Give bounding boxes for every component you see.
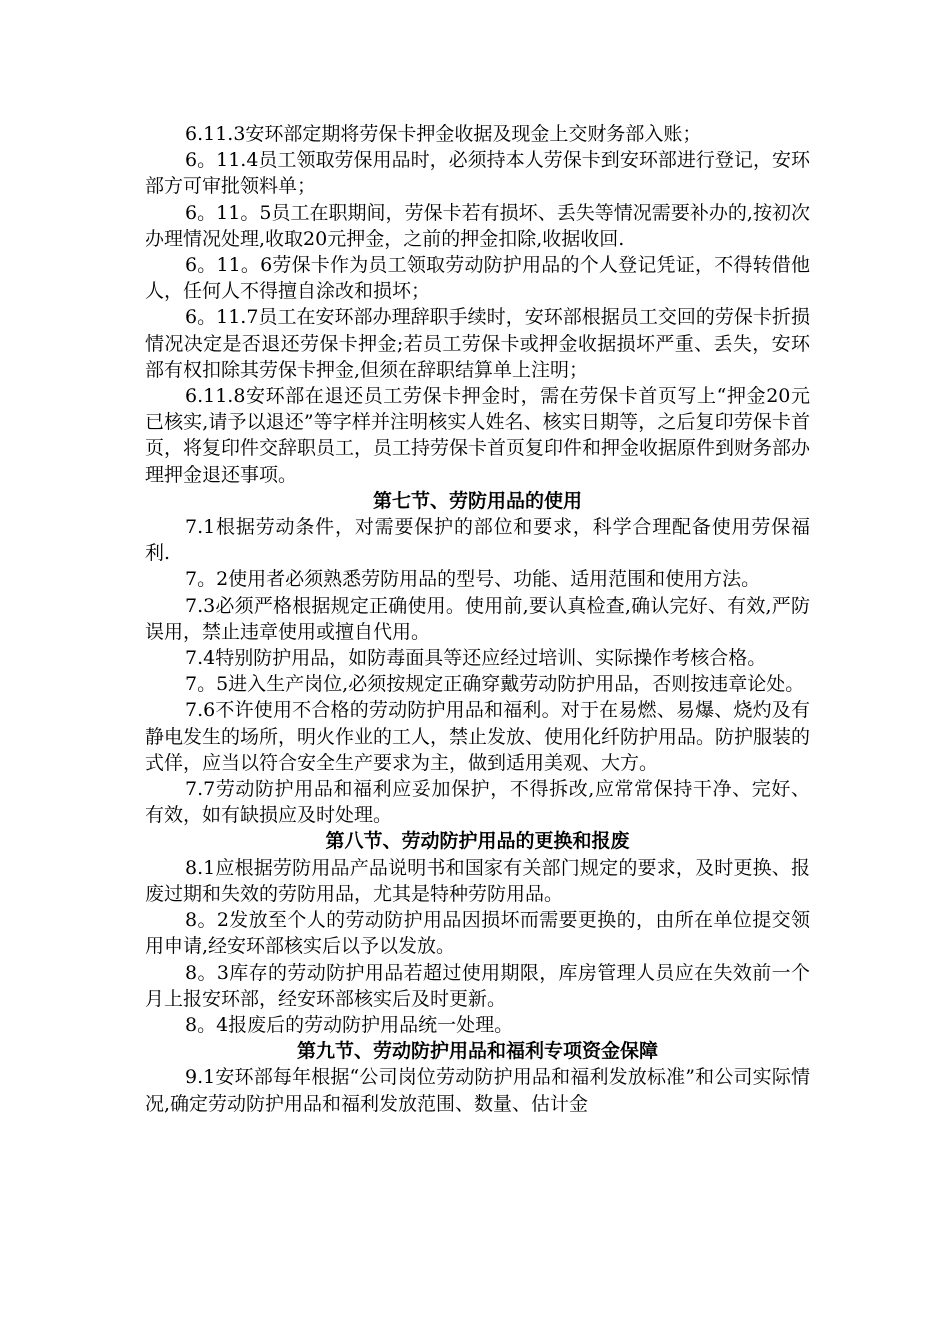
paragraph-6-11-3: 6.11.3安环部定期将劳保卡押金收据及现金上交财务部入账； bbox=[185, 123, 702, 145]
section-heading-7: 第七节、劳防用品的使用 bbox=[372, 489, 582, 512]
document-body bbox=[145, 121, 810, 1117]
paragraph-7-7: 7.7劳动防护用品和福利应妥加保护，不得拆改,应常常保持干净、完好、有效，如有缺损应及时处理。 bbox=[145, 778, 810, 827]
section-heading-8: 第八节、劳动防护用品的更换和报废 bbox=[325, 830, 630, 853]
paragraph-6-11-8: 6.11.8安环部在退还员工劳保卡押金时，需在劳保卡首页写上“押金20元已核实,请予以退还”等字样并注明核实人姓名、核实日期等，之后复印劳保卡首页，将复印件交辞职员工，员工持劳保卡首页复印件和押金收据原件到财务部办理押金退还事项。 bbox=[145, 385, 811, 486]
paragraph-7-4: 7.4特别防护用品，如防毒面具等还应经过培训、实际操作考核合格。 bbox=[185, 647, 767, 670]
paragraph-6-11-5: 6。11。5员工在职期间，劳保卡若有损坏、丢失等情况需要补办的,按初次办理情况处理,收取20元押金，之前的押金扣除,收据收回. bbox=[145, 201, 810, 250]
paragraph-7-6: 7.6不许使用不合格的劳动防护用品和福利。对于在易燃、易爆、烧灼及有静电发生的场所，明火作业的工人，禁止发放、使用化纤防护用品。防护服装的式佯，应当以符合安全生产要求为主，做到适用美观、大方。 bbox=[145, 699, 811, 774]
paragraph-7-1: 7.1根据劳动条件，对需要保护的部位和要求，科学合理配备使用劳保福利. bbox=[145, 516, 810, 565]
paragraph-9-1: 9.1安环部每年根据“公司岗位劳动防护用品和福利发放标准”和公司实际情况,确定劳动防护用品和福利发放范围、数量、估计金 bbox=[145, 1066, 810, 1115]
section-heading-9: 第九节、劳动防护用品和福利专项资金保障 bbox=[296, 1040, 658, 1063]
paragraph-8-2: 8。2发放至个人的劳动防护用品因损坏而需要更换的，由所在单位提交领用申请,经安环部核实后以予以发放。 bbox=[145, 909, 810, 958]
paragraph-8-3: 8。3库存的劳动防护用品若超过使用期限，库房管理人员应在失效前一个月上报安环部，经安环部核实后及时更新。 bbox=[145, 961, 810, 1010]
paragraph-6-11-7: 6。11.7员工在安环部办理辞职手续时，安环部根据员工交回的劳保卡折损情况决定是否退还劳保卡押金;若员工劳保卡或押金收据损坏严重、丢失，安环部有权扣除其劳保卡押金,但须在辞职结算单上注明； bbox=[145, 306, 810, 381]
paragraph-7-5: 7。5进入生产岗位,必须按规定正确穿戴劳动防护用品，否则按违章论处。 bbox=[185, 673, 805, 696]
paragraph-7-3: 7.3必须严格根据规定正确使用。使用前,要认真检查,确认完好、有效,严防误用，禁止违章使用或擅自代用。 bbox=[145, 594, 810, 643]
paragraph-8-1: 8.1应根据劳防用品产品说明书和国家有关部门规定的要求，及时更换、报废过期和失效的劳防用品，尤其是特种劳防用品。 bbox=[145, 856, 810, 905]
paragraph-6-11-6: 6。11。6劳保卡作为员工领取劳动防护用品的个人登记凭证，不得转借他人，任何人不得擅自涂改和损坏； bbox=[145, 254, 810, 303]
paragraph-6-11-4: 6。11.4员工领取劳保用品时，必须持本人劳保卡到安环部进行登记，安环部方可审批领料单； bbox=[145, 149, 810, 198]
paragraph-8-4: 8。4报废后的劳动防护用品统一处理。 bbox=[185, 1013, 514, 1036]
paragraph-7-2: 7。2使用者必须熟悉劳防用品的型号、功能、适用范围和使用方法。 bbox=[185, 568, 761, 591]
